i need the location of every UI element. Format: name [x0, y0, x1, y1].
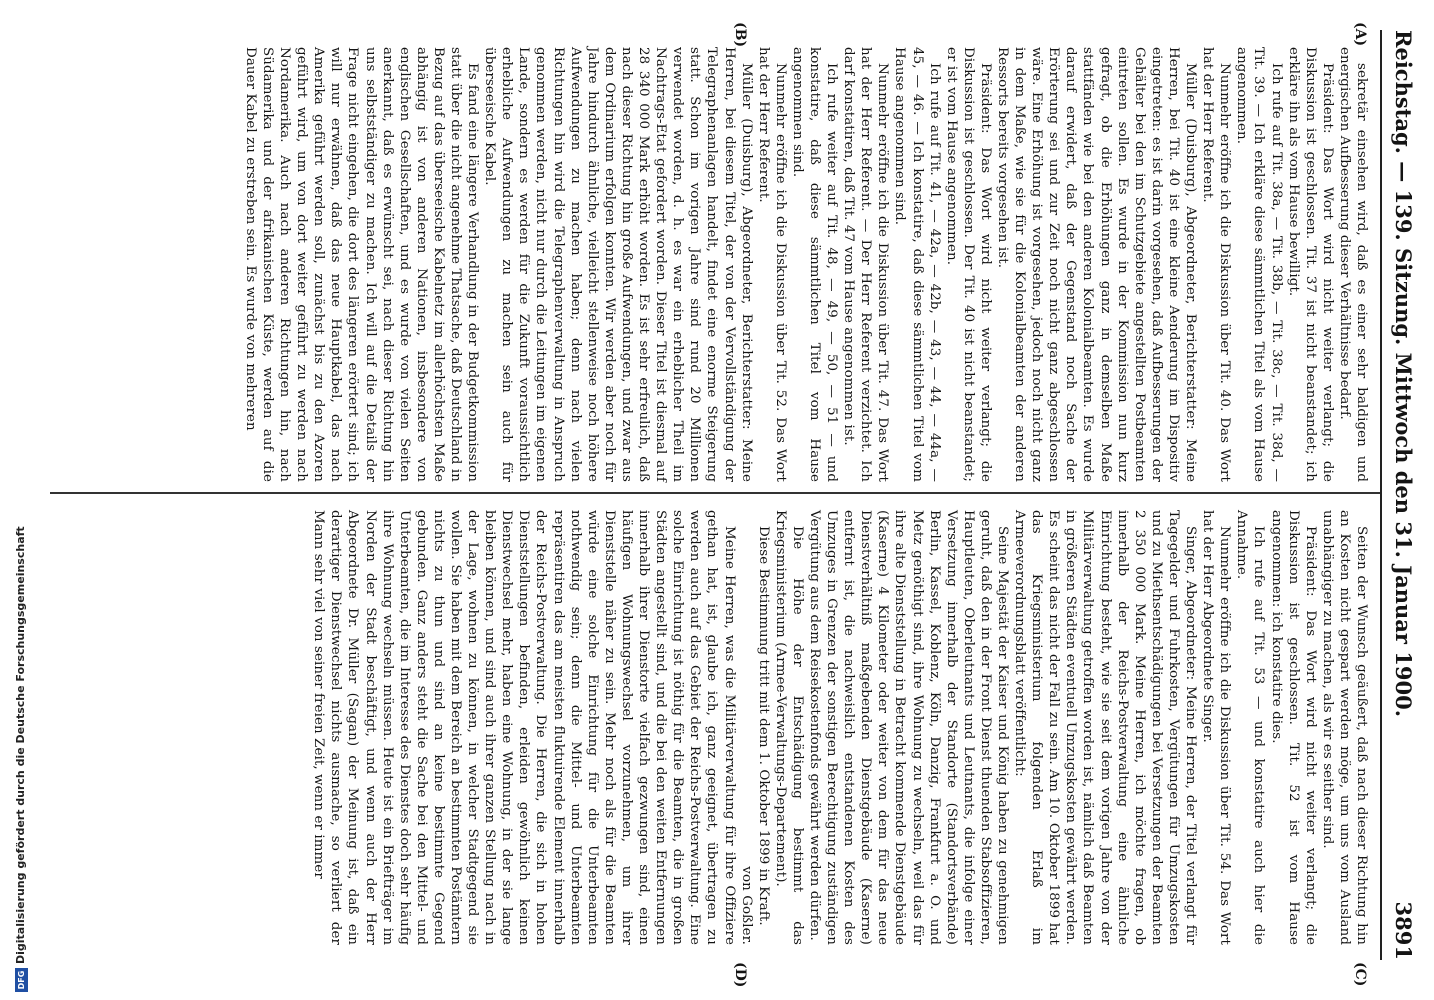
dfg-logo-icon: DFG: [15, 968, 28, 992]
paragraph: Präsident: Das Wort wird nicht weiter verlangt; die Diskussion ist geschlossen. Der Tit. 40 ist nicht beanstandet; er ist vom Hause angenommen.: [943, 47, 993, 482]
paragraph: Meine Herren, was die Militärverwaltung für ihre Offiziere gethan hat, ist, glaube ich, ganz geeignet, übertragen zu werden auch auf das Gebiet der Reichs-Postverwaltung. Eine solche Einrichtung ist nöthig für die Beamten, die in großen Städten angestellt sind, und die bei den weiten Entfernungen innerhalb ihrer Dienstorte vielfach gezwungen sind, einen häufigen Wohnungswechsel vorzunehmen, um ihrer Dienststelle näher zu sein. Mehr noch als für die Beamten würde eine solche Einrichtung für die Unterbeamten nothwendig sein; denn die Mittel- und Unterbeamten repräsentiren das am meisten fluktuirende Element innerhalb der Reichs-Postverwaltung. Die Herren, die sich in hohen Dienststellungen befinden, erleiden gewöhnlich keinen Dienstwechsel mehr, haben eine Wohnung, in der sie lange bleiben können, und sind auch ihrer ganzen Stellung nach in der Lage, wohnen zu können, in welcher Stadtgegend sie wollen. Sie haben mit dem Bereich an bestimmten Postämtern nichts zu thun und sind an keine bestimmte Gegend gebunden. Ganz anders steht die Sache bei den Mittel- und Unterbeamten, die im Interesse des Dienstes doch sehr häufig ihre Wohnung wechseln müssen. Heute ist ein Briefträger im Norden der Stadt beschäftigt, und wenn auch der Herr Abgeordnete Dr. Müller (Sagan) der Meinung ist, daß ein derartiger Dienstwechsel nichts ausmache, so verliert der Mann sehr viel von seiner freien Zeit, wenn er immer: [311, 510, 737, 945]
paragraph: Ich rufe weiter auf Tit. 48, — 49, — 50, — 51 — und konstatire, daß diese sämmtlichen Titel vom Hause angenommen sind.: [789, 47, 840, 482]
paragraph: Nunmehr eröffne ich die Diskussion über Tit. 52. Das Wort hat der Herr Referent.: [755, 47, 788, 482]
quoted-decree: Seine Majestät der Kaiser und König haben zu genehmigen geruht, daß den in der Front Dienst thuenden Stabsoffizieren, Hauptleuten, Oberleutnants und Leutnants, die infolge einer Versetzung innerhalb der Standorte (Standortsverbände) Berlin, Kassel, Koblenz, Köln, Danzig, Frankfurt a. O. und Metz genöthigt sind, ihre Wohnung zu wechseln, weil das für ihre alte Dienststellung in Betracht kommende Dienstgebäude (Kaserne) 4 Kilometer oder weiter von dem für das neue Dienstverhältniß maßgebenden Dienstgebäude (Kaserne) entfernt ist, die nachweislich entstandenen Kosten des Umzuges in Grenzen der sonstigen Berechtigung zuständigen Vergütung aus dem Reisekostenfonds gewährt werden dürfen.: [807, 510, 1011, 945]
paragraph: Singer, Abgeordneter: Meine Herren, der Titel verlangt für Tagegelder und Fuhrkosten, Vergütungen für Umzugskosten und zu Miethsentschädigungen bei Versetzungen der Beamten 2 350 000 Mark. Meine Herren, ich möchte fragen, ob innerhalb der Reichs-Postverwaltung eine ähnliche Einrichtung besteht, wie sie seit dem vorigen Jahre von der Militärverwaltung getroffen worden ist, nämlich daß Beamten in größeren Städten eventuell Umzugskosten gewährt werden. Es scheint das nicht der Fall zu sein. Am 10. Oktober 1899 hat das Kriegsministerium folgenden Erlaß im Armeeverordnungsblatt veröffentlicht:: [1012, 510, 1199, 945]
paragraph: Ich rufe auf Tit. 38a, — Tit. 38b, — Tit. 38c, — Tit. 38d, — Tit. 39. — Ich erkläre diese sämmtlichen Titel als vom Hause angenommen.: [1234, 47, 1284, 482]
paragraph: Müller (Duisburg), Abgeordneter, Berichterstatter: Meine Herren, bei Tit. 40 ist eine kleine Aenderung im Dispositiv eingetreten: es ist darin vorgesehen, daß Aufbesserungen der Gehälter bei den im Schutzgebiete angestellten Postbeamten eintreten sollen. Es wurde in der Kommission nun kurz gefragt, ob die Erhöhungen ganz in demselben Maße stattfänden wie bei den anderen Kolonialbeamten. Es wurde darauf erwidert, daß der Gegenstand noch Sache der Erörterung sei und zur Zeit noch nicht ganz abgeschlossen wäre. Eine Erhöhung ist vorgesehen, jedoch noch nicht ganz in dem Maße, wie sie für die Kolonialbeamten der anderen Ressorts bereits vorgesehen ist.: [995, 47, 1199, 482]
header-rule: [1380, 30, 1382, 960]
decree-signature: von Goßler.: [738, 866, 754, 945]
quoted-decree: Die Höhe der Entschädigung bestimmt das Kriegsministerium (Armee-Verwaltungs-Departement).: [772, 510, 805, 945]
margin-marker-d: (D): [732, 962, 748, 988]
paragraph: sekretär einsehen wird, daß es einer sehr baldigen und energischen Aufbesserung dieser Verhältnisse bedarf.: [1336, 47, 1369, 482]
paragraph: Nunmehr eröffne ich die Diskussion über Tit. 54. Das Wort hat der Herr Abgeordnete Singer.: [1200, 510, 1233, 945]
paragraph: Ich rufe auf Tit. 53 — und konstatire auch hier die Annahme.: [1234, 510, 1267, 945]
left-column: [242, 47, 1370, 482]
credit-text: Digitalisierung gefördert durch die Deutsche Forschungsgemeinschaft: [14, 526, 27, 964]
page-number: 3891: [1391, 901, 1416, 960]
margin-marker-c: (C): [1352, 962, 1368, 987]
margin-marker-b: (B): [732, 22, 748, 48]
quoted-decree: Diese Bestimmung tritt mit dem 1. Oktober 1899 in Kraft.: [755, 526, 771, 926]
paragraph: Nunmehr eröffne ich die Diskussion über Tit. 47. Das Wort hat der Herr Referent. — Der Herr Referent verzichtet. Ich darf konstatiren, daß Tit. 47 vom Hause angenommen ist.: [841, 47, 891, 482]
right-column: [310, 510, 1370, 945]
column-divider: [50, 492, 1380, 494]
paragraph: Präsident: Das Wort wird nicht weiter verlangt; die Diskussion ist geschlossen. Tit. 37 ist nicht beanstandet; ich erkläre ihn als vom Hause bewilligt.: [1285, 47, 1335, 482]
digitization-credit: [14, 526, 30, 992]
margin-marker-a: (A): [1352, 22, 1368, 47]
page-header: [1382, 30, 1416, 960]
paragraph: Seiten der Wunsch geäußert, daß nach dieser Richtung hin an Kosten nicht gespart werden möge, um uns vom Ausland unabhängiger zu machen, als wir es seither sind.: [1319, 510, 1369, 945]
paragraph: Müller (Duisburg), Abgeordneter, Berichterstatter: Meine Herren, bei diesem Titel, der von der Vervollständigung der Telegraphenanlagen handelt, findet eine enorme Steigerung statt. Schon im vorigen Jahre sind rund 20 Millionen verwendet worden, d. h. es war ein erheblicher Theil im Nachtrags-Etat gefordert worden. Dieser Titel ist diesmal auf 28 340 000 Mark erhöht worden. Es ist sehr erfreulich, daß nach dieser Richtung hin große Aufwendungen, und zwar aus dem Ordinarium erfolgen konnten. Wir werden aber noch für Jahre hindurch ähnliche, vielleicht stellenweise noch höhere Aufwendungen zu machen haben; denn nach vielen Richtungen hin wird die Telegraphenverwaltung in Anspruch genommen werden, nicht nur durch die Leitungen im eigenen Lande, sondern es werden für die Zukunft voraussichtlich erhebliche Aufwendungen zu machen sein auch für überseeische Kabel.: [482, 47, 754, 482]
paragraph: Präsident: Das Wort wird nicht weiter verlangt; die Diskussion ist geschlossen. Tit. 52 ist vom Hause angenommen: ich konstatire dies.: [1268, 510, 1318, 945]
header-title: Reichstag. — 139. Sitzung. Mittwoch den 31. Januar 1900.: [1391, 30, 1416, 718]
paragraph: Nunmehr eröffne ich die Diskussion über Tit. 40. Das Wort hat der Herr Referent.: [1200, 47, 1233, 482]
paragraph: Ich rufe auf Tit. 41, — 42a, — 42b, — 43, — 44, — 44a, — 45, — 46. — Ich konstatire, daß diese sämmtlichen Titel vom Hause angenommen sind.: [892, 47, 942, 482]
paragraph: Es fand eine längere Verhandlung in der Budgetkommission statt über die nicht angenehme Thatsache, daß Deutschland in Bezug auf das überseeische Kabelnetz im allerhöchsten Maße abhängig ist von anderen Nationen, insbesondere von englischen Gesellschaften, und es wurde von vielen Seiten anerkannt, daß es erwünscht sei, nach dieser Richtung hin uns selbstständiger zu machen. Ich will auf die Details der Frage nicht eingehen, die dort des längeren erörtert sind; ich will nur erwähnen, daß das neue Hauptkabel, das nach Amerika geführt werden soll, zunächst bis zu den Azoren geführt wird, um von dort weiter geführt zu werden nach Nordamerika. Auch nach anderen Richtungen hin, nach Südamerika und der afrikanischen Küste, werden auf die Dauer Kabel zu erstreben sein. Es wurde von mehreren: [242, 47, 481, 482]
